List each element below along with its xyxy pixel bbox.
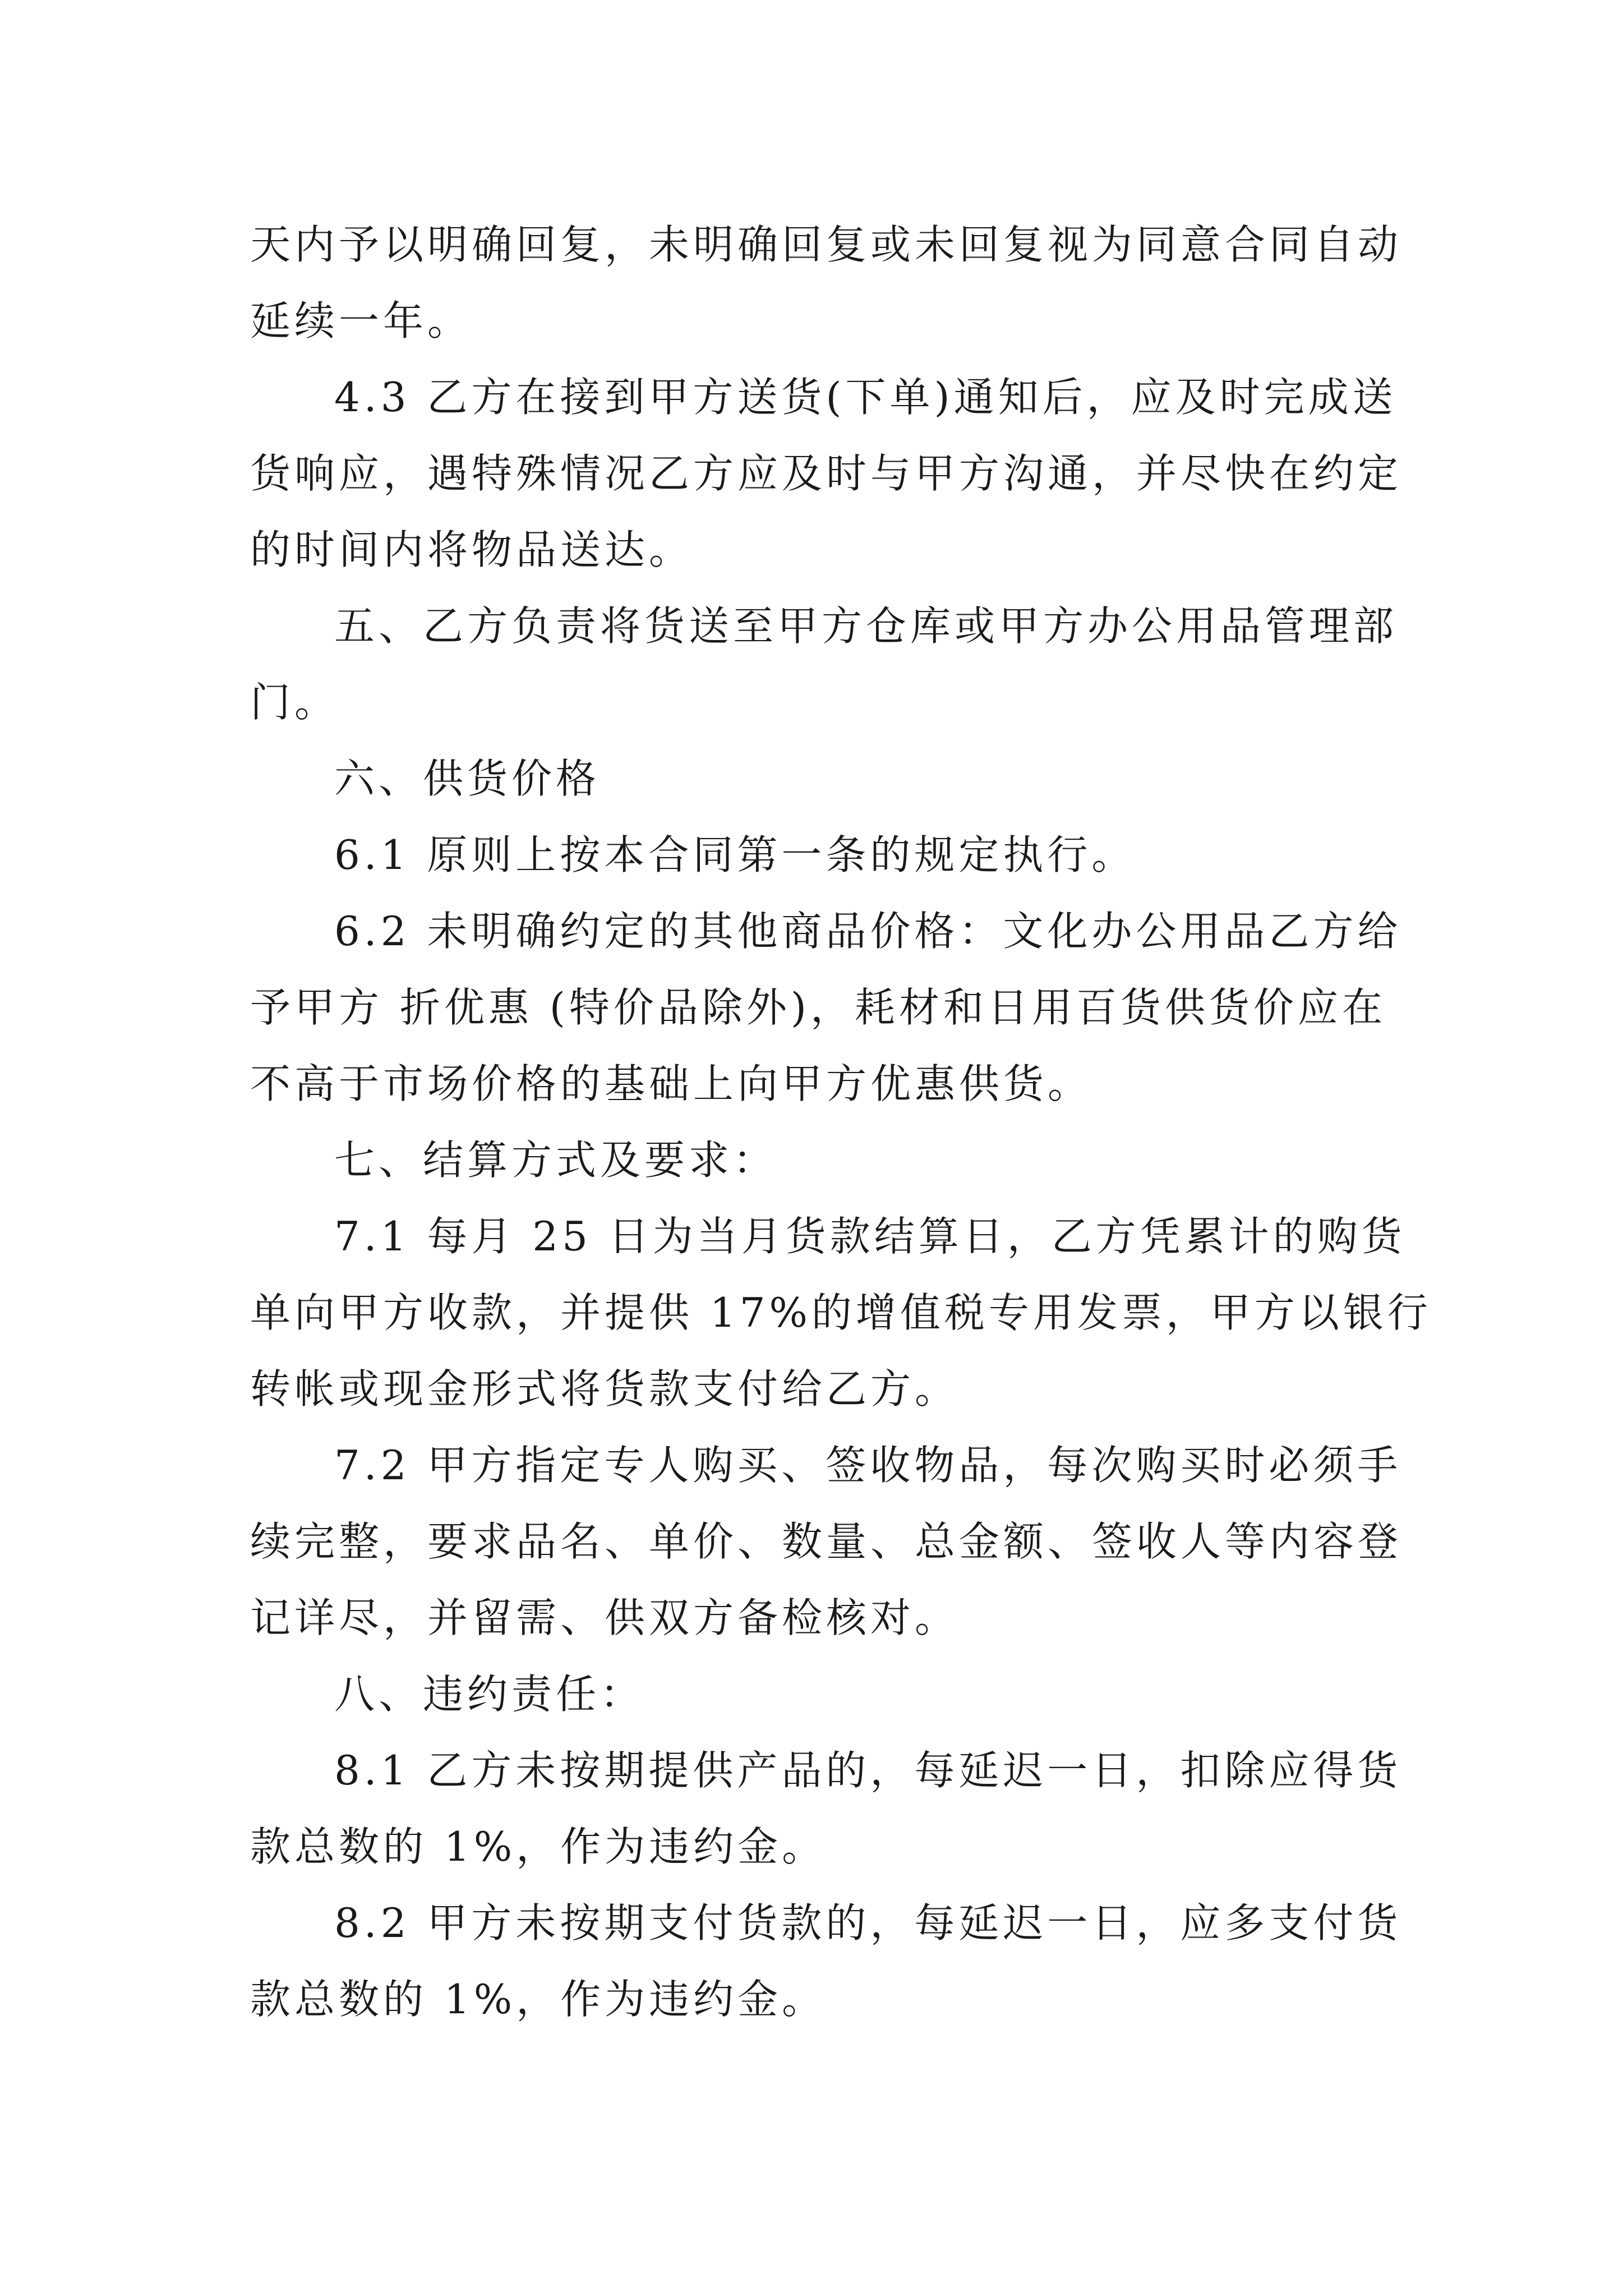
clause-7-2: 7.2 甲方指定专人购买、签收物品，每次购买时必须手 xyxy=(334,1442,1402,1489)
text-line: 转帐或现金形式将货款支付给乙方。 xyxy=(250,1365,960,1412)
document-page xyxy=(250,206,1432,2037)
text-line: 不高于市场价格的基础上向甲方优惠供货。 xyxy=(250,1060,1092,1107)
text-line: 单向甲方收款，并提供 17%的增值税专用发票，甲方以银行 xyxy=(250,1289,1432,1336)
text-line: 的时间内将物品送达。 xyxy=(250,526,694,573)
section-6-heading: 六、供货价格 xyxy=(334,755,601,802)
text-line: 予甲方 折优惠 (特价品除外)，耗材和日用百货供货价应在 xyxy=(250,984,1386,1031)
text-line: 延续一年。 xyxy=(250,297,472,344)
section-7-heading: 七、结算方式及要求： xyxy=(334,1137,778,1184)
clause-6-1: 6.1 原则上按本合同第一条的规定执行。 xyxy=(334,831,1136,878)
section-8-heading: 八、违约责任： xyxy=(334,1671,645,1718)
text-line: 记详尽，并留需、供双方备检核对。 xyxy=(250,1594,960,1641)
text-line: 款总数的 1%，作为违约金。 xyxy=(250,1823,827,1870)
clause-7-1: 7.1 每月 25 日为当月货款结算日，乙方凭累计的购货 xyxy=(334,1213,1406,1260)
clause-4-3: 4.3 乙方在接到甲方送货(下单)通知后，应及时完成送 xyxy=(334,374,1397,421)
text-line: 门。 xyxy=(250,679,339,726)
text-line: 货响应，遇特殊情况乙方应及时与甲方沟通，并尽快在约定 xyxy=(250,450,1403,497)
text-line: 天内予以明确回复，未明确回复或未回复视为同意合同自动 xyxy=(250,221,1403,268)
text-line: 续完整，要求品名、单价、数量、总金额、签收人等内容登 xyxy=(250,1518,1403,1565)
section-5: 五、乙方负责将货送至甲方仓库或甲方办公用品管理部 xyxy=(334,602,1398,650)
clause-6-2: 6.2 未明确约定的其他商品价格：文化办公用品乙方给 xyxy=(334,908,1402,955)
text-line: 款总数的 1%，作为违约金。 xyxy=(250,1976,827,2023)
clause-8-1: 8.1 乙方未按期提供产品的，每延迟一日，扣除应得货 xyxy=(334,1747,1402,1794)
clause-8-2: 8.2 甲方未按期支付货款的，每延迟一日，应多支付货 xyxy=(334,1899,1402,1947)
